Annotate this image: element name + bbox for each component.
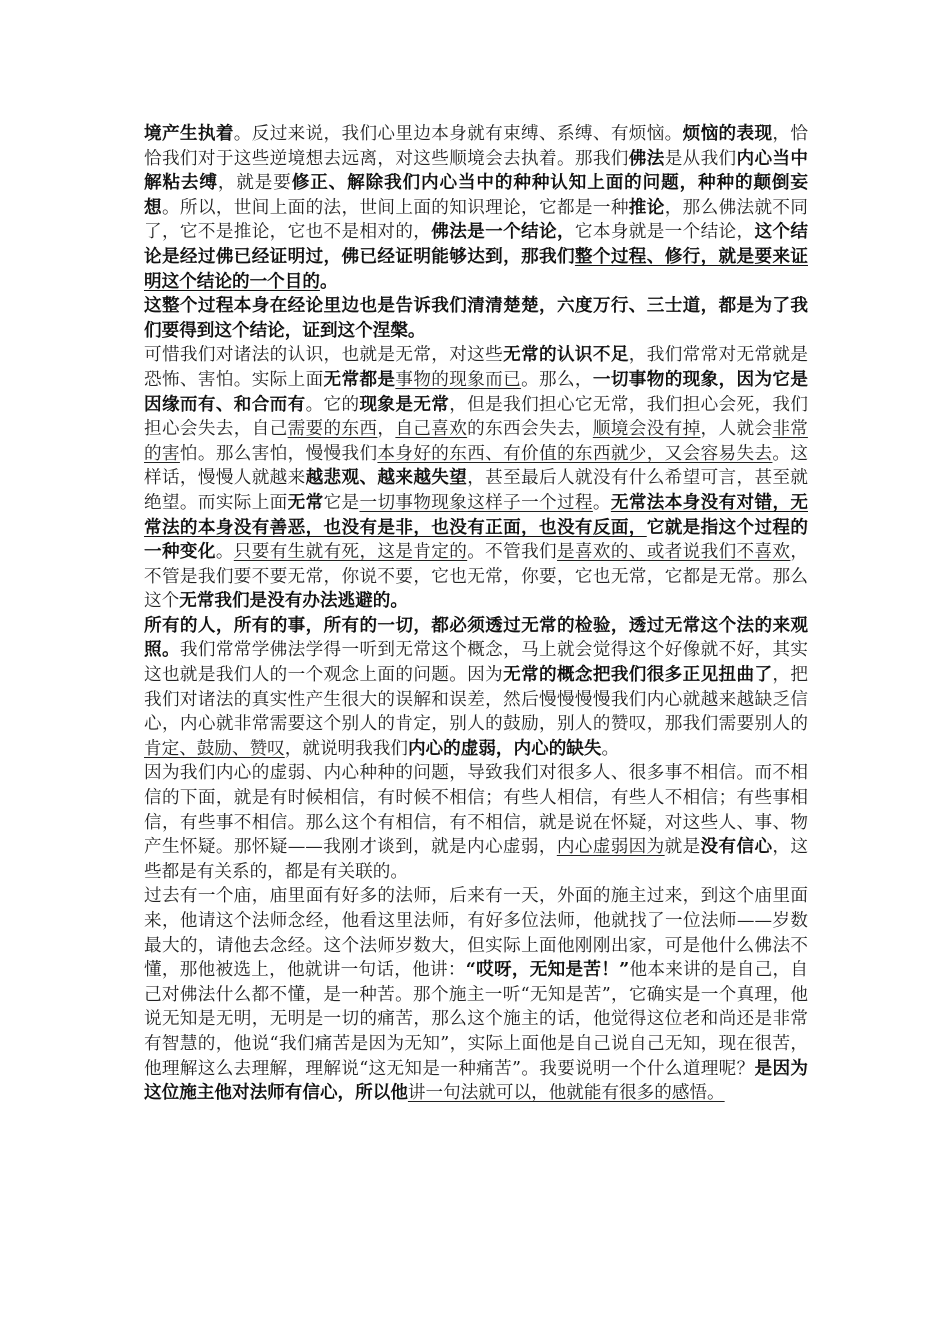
text-run: 。 <box>319 270 338 292</box>
text-run: 无常的概念把我们很多正见扭曲了 <box>503 664 773 686</box>
paragraph-2 <box>144 294 808 343</box>
text-run: 他本来讲的是自己，自己对佛法什么都不懂，是一种苦。那个施主一听“无知是苦”，它确实是一个真理，他说无知是无明，无明是一切的痛苦，那么这个施主的话，他觉得这位老和尚还是非常有智慧的，他说“我们痛苦是因为无知”，实际上面他是自己说自己无知，现在很苦，他理解这么去理解，理解说“这无知是一种痛苦”。我要说明一个什么道理呢？ <box>144 960 808 1079</box>
text-run: 一切事物的现象，因为它是因缘而有、和合而有 <box>144 368 808 415</box>
text-run: 可惜我们对诸法的认识，也就是无常，对这些 <box>144 345 504 366</box>
text-run: 烦恼的表现 <box>682 123 773 144</box>
text-run: 。 <box>215 542 234 563</box>
text-run: 因为我们内心的虚弱、内心种种的问题，导致我们对很多人、很多事不相信。而不相信的下面，就是有时候相信，有时候不相信；有些人相信，有些人不相信；有些事相信，有些事不相信。那么这个有相信，有不相信，就是说在怀疑，对这些人、事、物产生怀疑。那怀疑——我刚才谈到，就是内心虚弱， <box>144 763 808 858</box>
text-run: 越悲观、越来越失望 <box>305 467 468 489</box>
text-run: 就是 <box>664 837 701 858</box>
text-run: 是喜欢的、或者说我们不喜欢 <box>556 542 791 563</box>
text-run: 非常的害 <box>144 419 808 464</box>
text-run: 。 <box>601 738 620 759</box>
text-run: 内心虚弱因为 <box>556 837 665 858</box>
text-run: 它是 <box>323 492 360 513</box>
text-run: 无常我们是没有办法逃避的。 <box>179 590 408 612</box>
text-run: 无常 <box>287 491 324 513</box>
text-run: 整个过程、修行，就是要来证明这个结论的一个目的 <box>144 245 808 292</box>
text-run: 是因为这位施主他对法师有信心，所以他 <box>144 1057 808 1104</box>
paragraph-6 <box>144 884 808 1105</box>
text-run: 无常的认识不足 <box>503 344 629 366</box>
text-run: 佛法 <box>628 147 665 169</box>
text-run: ，人就会 <box>700 419 773 440</box>
text-run: 这个结论是经过佛已经证明过，佛已经证明能够达到，那我们 <box>144 221 808 267</box>
text-run: 这整个过程本身在经论里边也是告诉我们清清楚楚，六度万行、三士道，都是为了我们要得到这个结论，证到这个涅槃。 <box>144 295 808 341</box>
text-run: ，那么佛法就不同了，它不是推论，它也不是相对的， <box>144 197 808 243</box>
text-run: 是从我们 <box>664 148 737 169</box>
text-run: 它本身就是一个结论， <box>574 222 755 243</box>
text-run: 我们常常学佛法学得一听到无常这个概念，马上就会觉得这个好像就不好，其实这也就是我们人的一个观念上面的问题。因为 <box>144 640 808 686</box>
text-run: 。它的 <box>305 394 360 415</box>
paragraph-1 <box>144 122 808 294</box>
text-run: ，我们常常对无常就是恐怖、害怕。实际上面 <box>144 345 808 390</box>
text-run: 顺境会没有掉 <box>592 419 701 440</box>
text-run: “哎呀，无知是苦！” <box>465 959 630 981</box>
text-run: ，把我们对诸法的真实性产生很大的误解和误差，然后慢慢慢慢我们内心就越来越缺乏信心，内心就非常需要这个别人的肯定，别人的鼓励，别人的赞叹，那我们需要别人的 <box>144 665 808 735</box>
text-run: ，不管是我们要不要无常，你说不要，它也无常，你要，它也无常，它都是无常。那么这个 <box>144 542 808 612</box>
text-run: ，恰恰我们对于这些逆境想去远离，对这些顺境会去执着。那我们 <box>144 124 808 169</box>
text-run: 所有的人，所有的事，所有的一切，都必须透过无常的检验，透过无常这个法的来观照。 <box>144 614 808 661</box>
text-run: 没有信心 <box>700 836 773 858</box>
text-run: 无常法本身没有对错，无常法的本身没有善恶，也没有是非，也没有正面，也没有反面， <box>144 491 808 538</box>
text-run: 它就是指这个过程的一种变化 <box>144 516 808 563</box>
text-run: 。 <box>592 492 611 513</box>
text-run: 现象是无常 <box>359 393 450 415</box>
text-run: 过去有一个庙，庙里面有好多的法师，后来有一天，外面的施主过来，到这个庙里面来，他请这个法师念经，他看这里法师，有好多位法师，他就找了一位法师——岁数最大的，请他去念经。这个法师岁数大，但实际上面他刚刚出家，可是他什么佛法不懂，那他被选上，他就讲一句话，他讲： <box>144 886 808 981</box>
text-run: 需要的东西 <box>287 419 378 440</box>
text-run: 肯定、鼓励、赞叹 <box>144 738 285 759</box>
text-run: ， <box>377 419 396 440</box>
text-run: 怕。那么害怕，慢慢我们 <box>179 443 378 464</box>
text-run: 。不管我们 <box>467 542 557 563</box>
text-run: 。这样话，慢慢人就越来 <box>144 443 808 489</box>
text-run: 境产生执着 <box>144 123 234 144</box>
paragraph-5 <box>144 761 808 884</box>
text-run: 事物的现象而已 <box>395 369 522 390</box>
document-body <box>144 122 808 1106</box>
text-run: 一切事物现象这样子一个过程 <box>359 492 593 513</box>
text-run: 本身好的东西、有价值的东西就少，又会容易失去 <box>377 443 773 464</box>
text-run: 佛法是一个结论， <box>431 221 575 243</box>
text-run: 的东西会失去， <box>467 419 593 440</box>
text-run: 内心当中解粘去缚 <box>144 147 808 194</box>
text-run: ，就是要 <box>217 173 292 194</box>
text-run: ，甚至最后人就没有什么希望可言，甚至就绝望。而实际上面 <box>144 468 808 513</box>
paragraph-3 <box>144 343 808 614</box>
text-run: ，但是我们担心它无常，我们担心会死，我们担心会失去，自己 <box>144 394 808 440</box>
text-run: 。反过来说，我们心里边本身就有束缚、系缚、有烦恼。 <box>233 124 683 144</box>
text-run: 内心的虚弱，内心的缺失 <box>407 737 602 759</box>
text-run: 。所以，世间上面的法，世间上面的知识理论，它都是一种 <box>161 197 629 218</box>
text-run: 修正、解除我们内心当中的种种认知上面的问题，种种的颠倒妄想 <box>144 172 808 218</box>
text-run: 无常都是 <box>323 368 396 390</box>
text-run: 讲一句法就可以，他就能有很多的感悟。 <box>407 1083 725 1104</box>
text-run: 。那么， <box>521 369 593 390</box>
text-run: 自己喜欢 <box>395 419 468 440</box>
paragraph-4 <box>144 614 808 762</box>
text-run: ，就说明我我们 <box>284 738 408 759</box>
text-run: 推论 <box>628 196 665 218</box>
text-run: ，这些都是有关系的，都是有关联的。 <box>144 837 808 882</box>
text-run: 只要有生就有死，这是肯定的 <box>233 542 468 563</box>
